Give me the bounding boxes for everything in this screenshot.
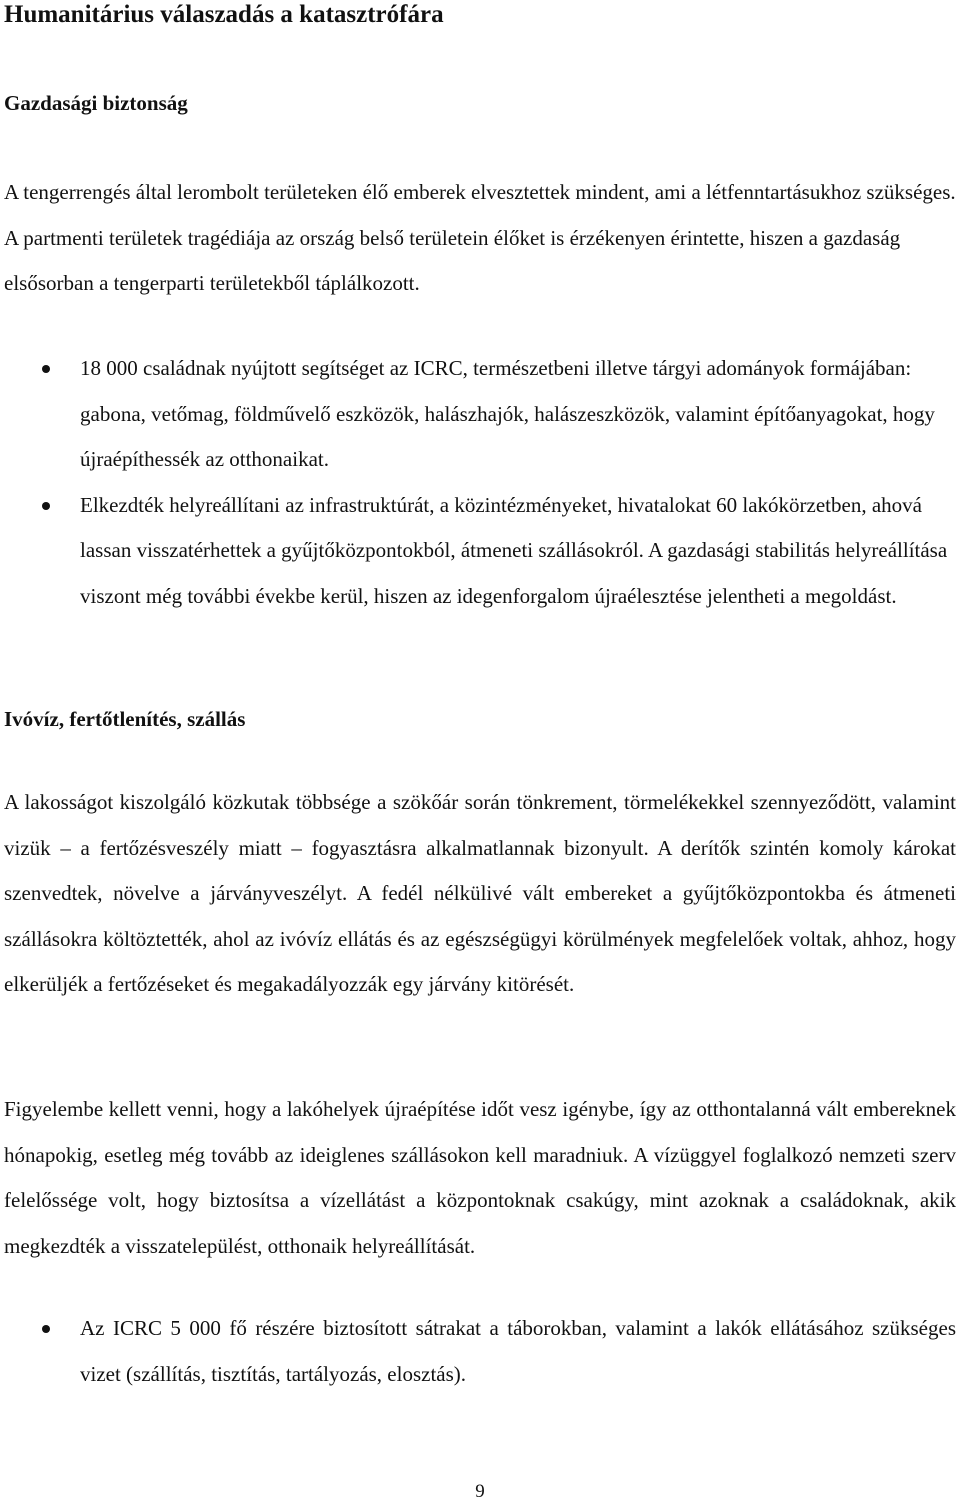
list-item	[0, 1306, 960, 1397]
page-number: 9	[475, 1481, 485, 1502]
section-paragraph: Figyelembe kellett venni, hogy a lakóhelyek újraépítése időt vesz igénybe, így az otthontalanná vált embereknek hónapokig, esetleg még tovább az ideiglenes szállásokon kell maradniuk. A vízüggyel foglalkozó nemzeti szerv felelőssége volt, hogy biztosítsa a vízellátást a központoknak csakúgy, mint azoknak a családoknak, akik megkezdték a visszatelepülést, otthonaik helyreállítását.	[4, 1097, 956, 1258]
bullet-list	[0, 1306, 960, 1397]
list-item-text: 18 000 családnak nyújtott segítséget az ICRC, természetbeni illetve tárgyi adományok formájában: gabona, vetőmag, földművelő eszközök, halászhajók, halászeszközök, valamint építőanyagokat, hogy újraépíthessék az otthonaikat.	[80, 356, 935, 472]
section-heading-water-sanitation-shelter: Ivóvíz, fertőtlenítés, szállás	[4, 707, 246, 731]
section-paragraph: A tengerrengés által lerombolt területeken élő emberek elvesztettek mindent, ami a létfenntartásukhoz szükséges. A partmenti területek tragédiája az ország belső területein élőket is érzékenyen érintette, hiszen a gazdaság elsősorban a tengerparti területekből táplálkozott.	[4, 180, 956, 296]
bullet-list	[0, 346, 960, 620]
list-item	[0, 483, 960, 620]
section-paragraph: A lakosságot kiszolgáló közkutak többsége a szökőár során tönkrement, törmelékekkel szennyeződött, valamint vizük – a fertőzésveszély miatt – fogyasztásra alkalmatlannak bizonyult. A derítők szintén komoly károkat szenvedtek, növelve a járványveszélyt. A fedél nélkülivé vált embereket a gyűjtőközpontokba és átmeneti szállásokra költöztették, ahol az ivóvíz ellátás és az egészségügyi körülmények megfelelőek voltak, ahhoz, hogy elkerüljék a fertőzéseket és megakadályozzák egy járvány kitörését.	[4, 790, 956, 997]
list-item	[0, 346, 960, 483]
list-item-text: Elkezdték helyreállítani az infrastruktúrát, a közintézményeket, hivatalokat 60 lakókörzetben, ahová lassan visszatérhettek a gyűjtőközpontokból, átmeneti szállásokról. A gazdasági stabilitás helyreállítása viszont még további évekbe kerül, hiszen az idegenforgalom újraélesztése jelentheti a megoldást.	[80, 492, 948, 608]
section-heading-economic-security: Gazdasági biztonság	[4, 91, 188, 115]
bullet-icon	[42, 502, 50, 510]
bullet-icon	[42, 1325, 50, 1333]
bullet-icon	[42, 365, 50, 373]
list-item-text: Az ICRC 5 000 fő részére biztosított sátrakat a táborokban, valamint a lakók ellátásához szükséges vizet (szállítás, tisztítás, tartályozás, elosztás).	[80, 1316, 956, 1386]
document-title: Humanitárius válaszadás a katasztrófára	[4, 1, 444, 28]
